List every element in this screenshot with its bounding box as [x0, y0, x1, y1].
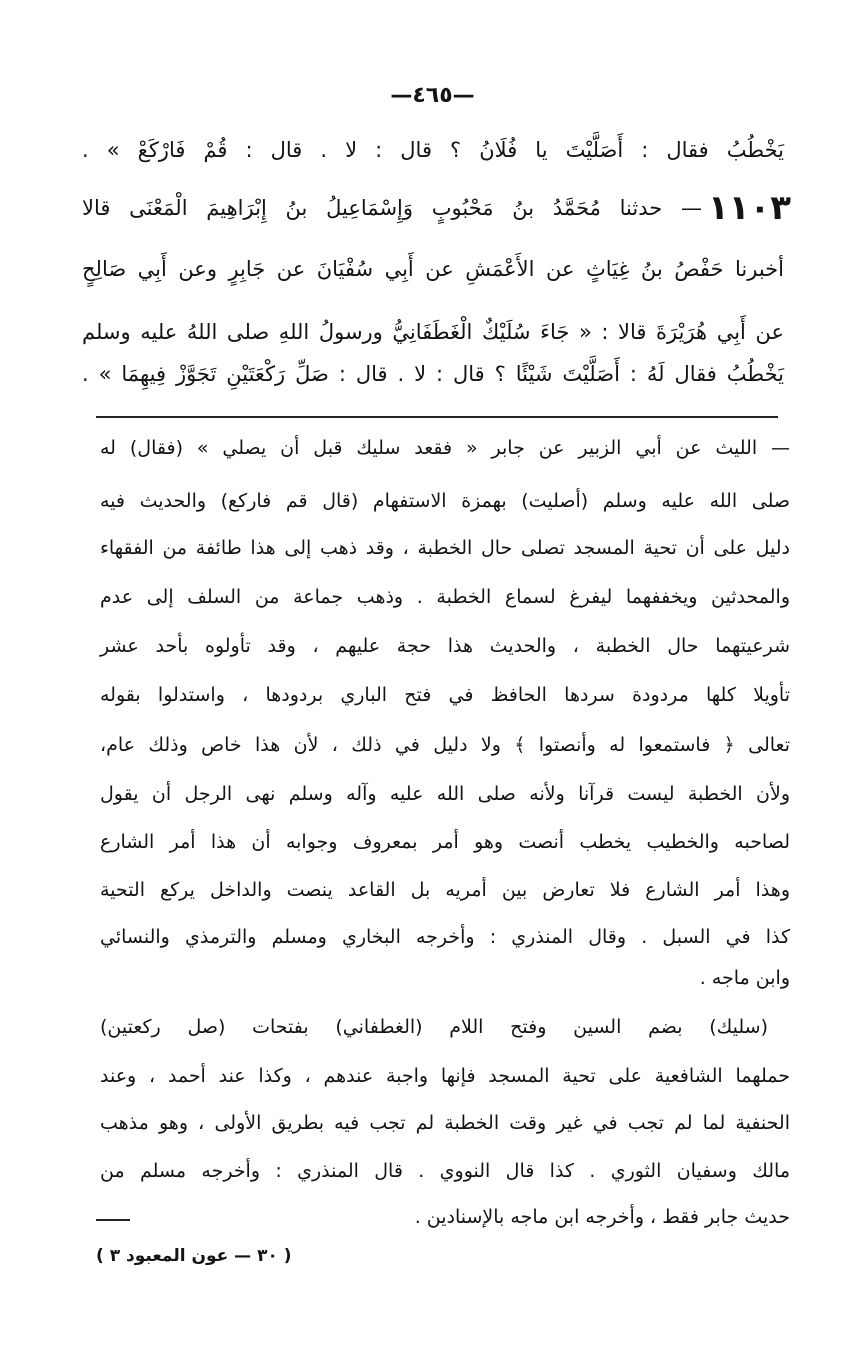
hadith-line-3: أخبرنا حَفْصُ بنُ غِيَاثٍ عن الأَعْمَشِ عن أَبِي سُفْيَانَ عن جَابِرٍ وعن أَبِي صَالِحٍ	[82, 257, 784, 281]
commentary-line: وابن ماجه .	[699, 967, 790, 989]
commentary-line: صلى الله عليه وسلم (أصليت) بهمزة الاستفهام (قال قم فاركع) والحديث فيه	[100, 490, 790, 512]
page-number: —٤٦٥—	[390, 83, 475, 108]
commentary-line: (سليك) بضم السين وفتح اللام (الغطفاني) بفتحات (صل ركعتين)	[100, 1016, 768, 1038]
commentary-line: الحنفية لما لم تجب في غير وقت الخطبة لم تجب فيه بطريق الأولى ، وهو مذهب	[100, 1112, 790, 1134]
hadith-line-1: يَخْطُبُ فقال : أَصَلَّيْتَ يا فُلَانُ ؟ قال : لا . قال : قُمْ فَارْكَعْ » .	[82, 138, 784, 162]
commentary-line: دليل على أن تحية المسجد تصلى حال الخطبة ، وقد ذهب إلى هذا طائفة من الفقهاء	[100, 537, 790, 559]
commentary-line: ولأن الخطبة ليست قرآنا ولأنه صلى الله عليه وآله وسلم نهى الرجل أن يقول	[100, 783, 790, 805]
commentary-line: مالك وسفيان الثوري . كذا قال النووي . قال المنذري : وأخرجه مسلم من	[100, 1160, 790, 1182]
hadith-line-5: يَخْطُبُ فقال لَهُ : أَصَلَّيْتَ شَيْئًا ؟ قال : لا . قال : صَلِّ رَكْعَتَيْنِ تَجَوَّزْ فِيهِمَا » .	[82, 362, 784, 386]
commentary-line: تأويلا كلها مردودة سردها الحافظ في فتح الباري بردودها ، واستدلوا بقوله	[100, 684, 790, 706]
hadith-line-4: عن أَبِي هُرَيْرَةَ قالا : « جَاءَ سُلَيْكٌ الْغَطَفَانِيُّ ورسولُ اللهِ صلى اللهُ عليه وسلم	[82, 320, 784, 344]
commentary-line: حملهما الشافعية على تحية المسجد فإنها واجبة عندهم ، وكذا عند أحمد ، وعند	[100, 1065, 790, 1087]
commentary-line: تعالى ﴿ فاستمعوا له وأنصتوا ﴾ ولا دليل في ذلك ، لأن هذا خاص وذلك عام،	[100, 734, 790, 756]
running-footer: ( ٣٠ — عون المعبود ٣ )	[96, 1246, 292, 1266]
commentary-line: وهذا أمر الشارع فلا تعارض بين أمريه بل القاعد ينصت والداخل يركع التحية	[100, 879, 790, 901]
commentary-line: والمحدثين ويخففهما ليفرغ لسماع الخطبة . وذهب جماعة من السلف إلى عدم	[100, 586, 790, 608]
commentary-line: لصاحبه والخطيب يخطب أنصت وهو أمر بمعروف وجوابه أن هذا أمر الشارع	[100, 831, 790, 853]
commentary-line: حديث جابر فقط ، وأخرجه ابن ماجه بالإسنادين .	[414, 1206, 790, 1228]
separator-rule	[96, 416, 778, 418]
commentary-line: — الليث عن أبي الزبير عن جابر « فقعد سليك قبل أن يصلي » (فقال) له	[100, 437, 790, 459]
end-dash	[96, 1219, 130, 1221]
hadith-line-2: — حدثنا مُحَمَّدُ بنُ مَحْبُوبٍ وَإِسْمَاعِيلُ بنُ إِبْرَاهِيمَ الْمَعْنَى قالا	[82, 196, 702, 220]
commentary-line: كذا في السبل . وقال المنذري : وأخرجه البخاري ومسلم والترمذي والنسائي	[100, 926, 790, 948]
commentary-line: شرعيتهما حال الخطبة ، والحديث هذا حجة عليهم ، وقد تأولوه بأحد عشر	[100, 635, 790, 657]
hadith-number: ١١٠٣	[708, 188, 792, 228]
